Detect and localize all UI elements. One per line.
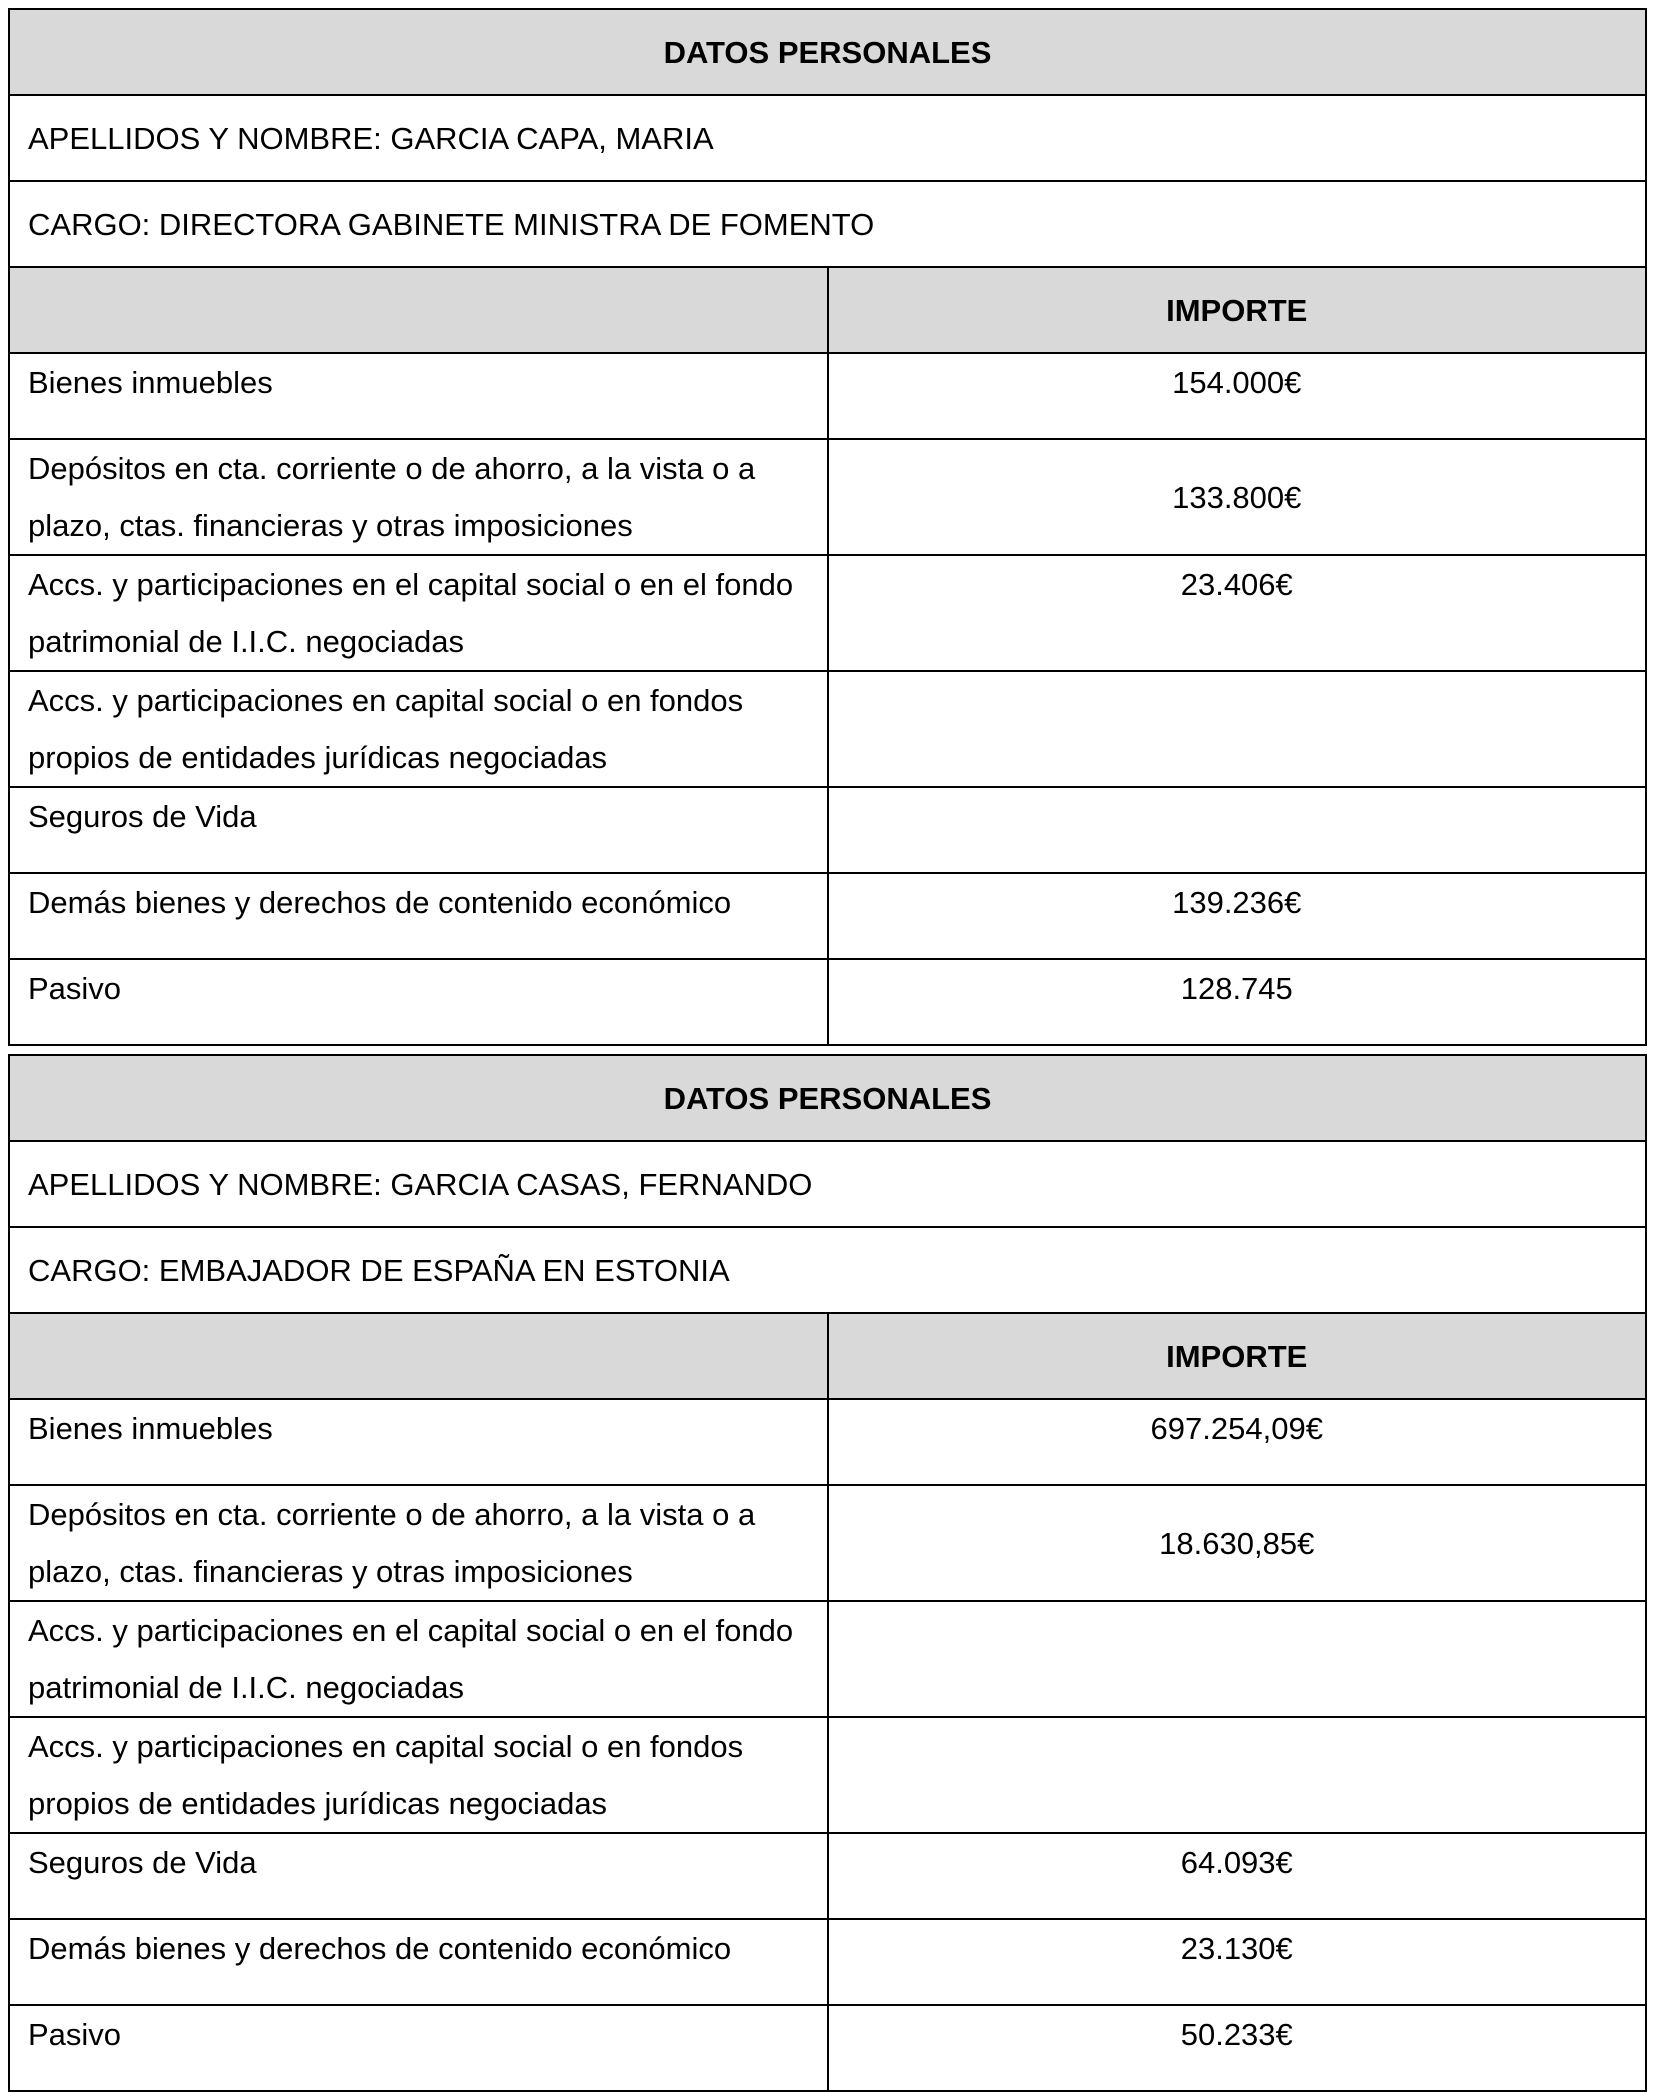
section-title: DATOS PERSONALES [9, 9, 1646, 95]
concept-cell: Accs. y participaciones en el capital social o en el fondo patrimonial de I.I.C. negociadas [9, 555, 828, 671]
concept-cell: Depósitos en cta. corriente o de ahorro, a la vista o a plazo, ctas. financieras y otras imposiciones [9, 1485, 828, 1601]
table-row [9, 873, 1646, 959]
concept-cell: Seguros de Vida [9, 787, 828, 873]
table-row [9, 439, 1646, 555]
amount-cell: 154.000€ [828, 353, 1647, 439]
table-row [9, 353, 1646, 439]
concept-cell: Seguros de Vida [9, 1833, 828, 1919]
table-row [9, 671, 1646, 787]
concept-cell: Demás bienes y derechos de contenido económico [9, 1919, 828, 2005]
concept-cell: Accs. y participaciones en el capital social o en el fondo patrimonial de I.I.C. negociadas [9, 1601, 828, 1717]
concept-cell: Pasivo [9, 2005, 828, 2091]
amount-cell: 18.630,85€ [828, 1485, 1647, 1601]
table-row [9, 1717, 1646, 1833]
table-row [9, 1601, 1646, 1717]
amount-cell [828, 1601, 1647, 1717]
amount-header: IMPORTE [828, 1313, 1647, 1399]
concept-header-cell [9, 267, 828, 353]
table-row [9, 959, 1646, 1045]
position-field: CARGO: DIRECTORA GABINETE MINISTRA DE FOMENTO [9, 181, 1646, 267]
concept-cell: Pasivo [9, 959, 828, 1045]
concept-cell: Bienes inmuebles [9, 1399, 828, 1485]
section-title: DATOS PERSONALES [9, 1055, 1646, 1141]
amount-cell: 23.130€ [828, 1919, 1647, 2005]
amount-cell [828, 1717, 1647, 1833]
amount-cell: 133.800€ [828, 439, 1647, 555]
position-field: CARGO: EMBAJADOR DE ESPAÑA EN ESTONIA [9, 1227, 1646, 1313]
amount-cell [828, 671, 1647, 787]
amount-cell: 128.745 [828, 959, 1647, 1045]
name-field: APELLIDOS Y NOMBRE: GARCIA CAPA, MARIA [9, 95, 1646, 181]
amount-cell: 64.093€ [828, 1833, 1647, 1919]
concept-cell: Accs. y participaciones en capital social o en fondos propios de entidades jurídicas negociadas [9, 1717, 828, 1833]
amount-cell: 139.236€ [828, 873, 1647, 959]
concept-cell: Accs. y participaciones en capital social o en fondos propios de entidades jurídicas negociadas [9, 671, 828, 787]
amount-cell: 23.406€ [828, 555, 1647, 671]
table-row [9, 1919, 1646, 2005]
concept-cell: Bienes inmuebles [9, 353, 828, 439]
asset-declaration-table-2 [8, 1054, 1647, 2092]
table-row [9, 1833, 1646, 1919]
concept-cell: Depósitos en cta. corriente o de ahorro, a la vista o a plazo, ctas. financieras y otras imposiciones [9, 439, 828, 555]
amount-cell: 50.233€ [828, 2005, 1647, 2091]
amount-cell [828, 787, 1647, 873]
concept-cell: Demás bienes y derechos de contenido económico [9, 873, 828, 959]
amount-header: IMPORTE [828, 267, 1647, 353]
name-field: APELLIDOS Y NOMBRE: GARCIA CASAS, FERNANDO [9, 1141, 1646, 1227]
table-row [9, 787, 1646, 873]
asset-declaration-table-1 [8, 8, 1647, 1046]
concept-header-cell [9, 1313, 828, 1399]
table-row [9, 1399, 1646, 1485]
table-row [9, 1485, 1646, 1601]
table-row [9, 2005, 1646, 2091]
amount-cell: 697.254,09€ [828, 1399, 1647, 1485]
table-row [9, 555, 1646, 671]
